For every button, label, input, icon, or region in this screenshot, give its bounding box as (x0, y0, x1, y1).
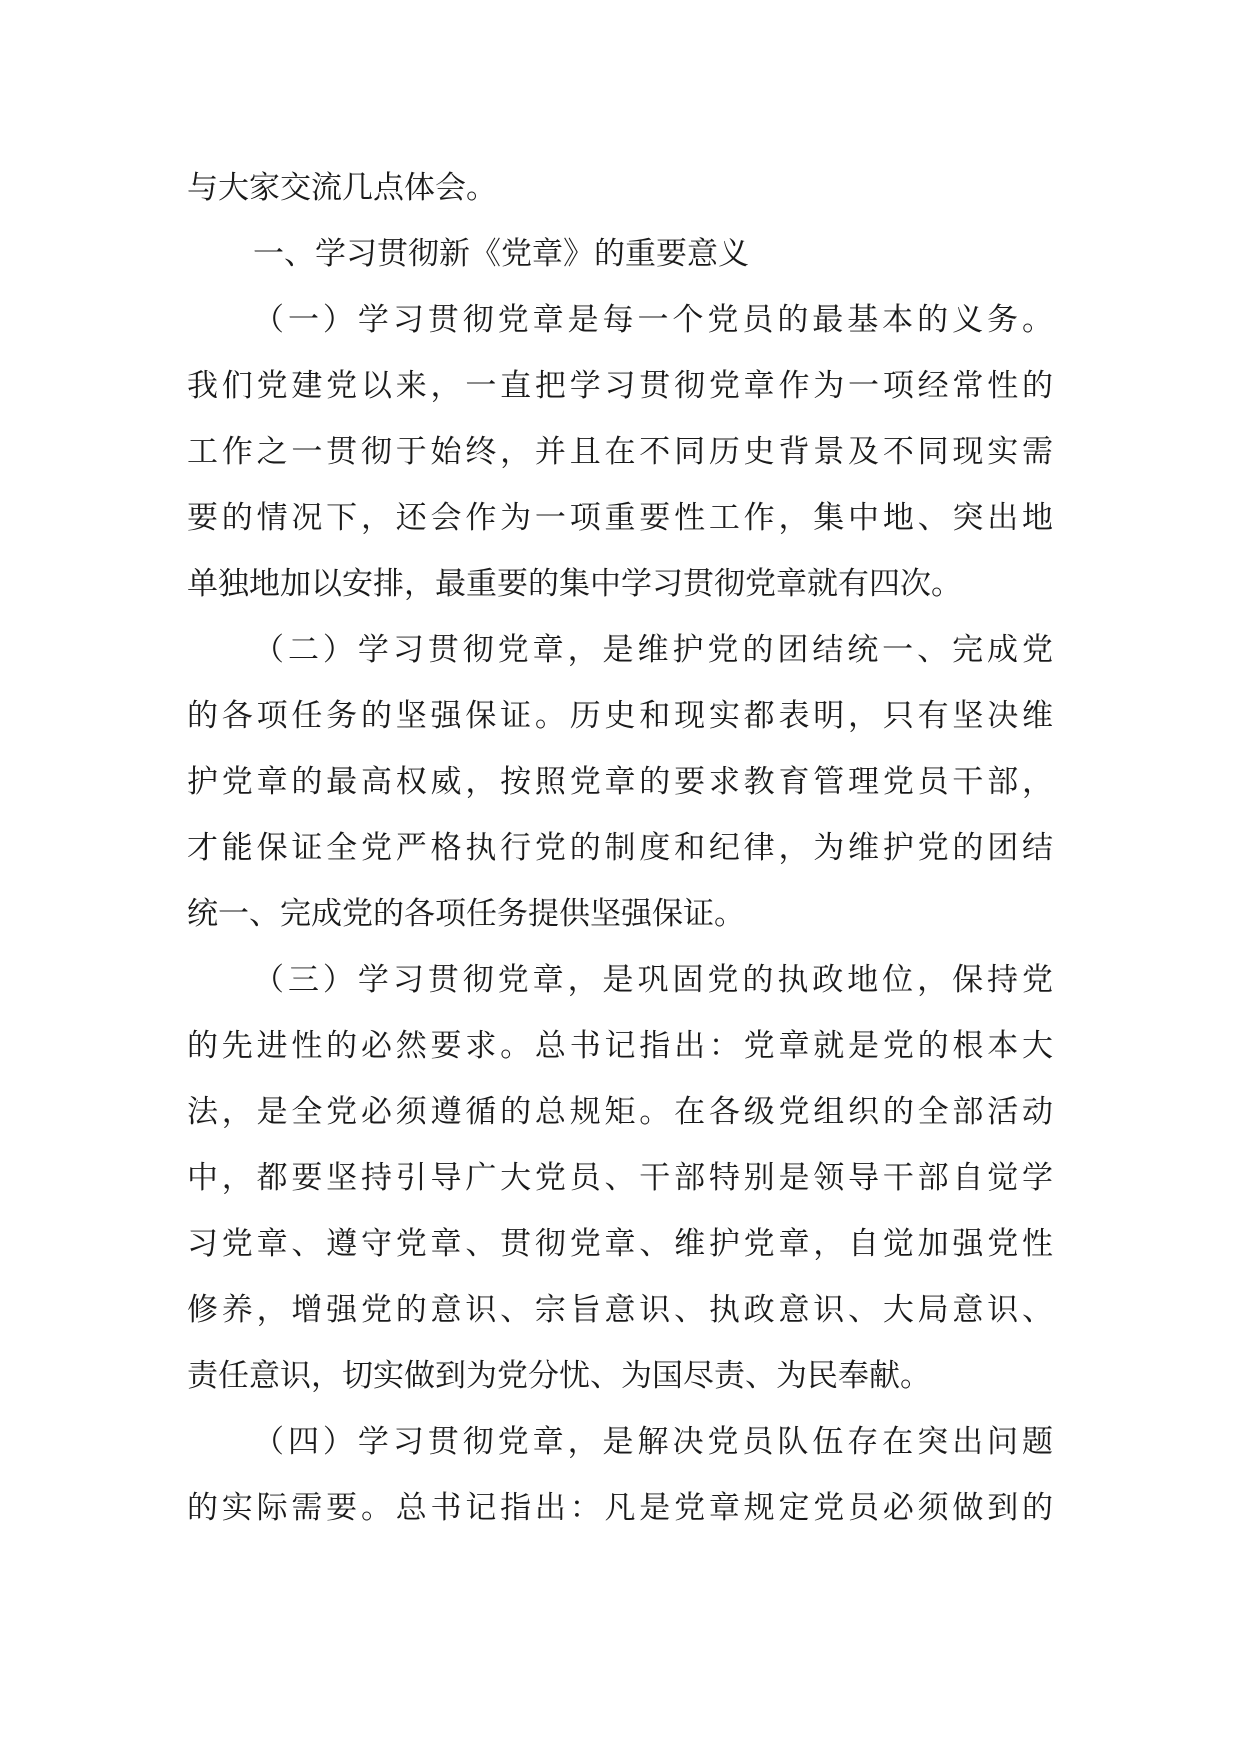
text-line: 与大家交流几点体会。 (187, 170, 497, 206)
text-line: 统一、完成党的各项任务提供坚强保证。 (187, 896, 745, 932)
subsection-line: （二）学习贯彻党章，是维护党的团结统一、完成党 (253, 632, 1053, 668)
subsection-line: （一）学习贯彻党章是每一个党员的最基本的义务。 (253, 302, 1053, 338)
text-line: 要的情况下，还会作为一项重要性工作，集中地、突出地 (187, 500, 1053, 536)
text-line: 的各项任务的坚强保证。历史和现实都表明，只有坚决维 (187, 698, 1053, 734)
section-heading: 一、学习贯彻新《党章》的重要意义 (253, 236, 749, 272)
text-line: 习党章、遵守党章、贯彻党章、维护党章，自觉加强党性 (187, 1226, 1053, 1262)
subsection-line: （四）学习贯彻党章，是解决党员队伍存在突出问题 (253, 1424, 1053, 1460)
text-line: 单独地加以安排，最重要的集中学习贯彻党章就有四次。 (187, 566, 962, 602)
text-line: 中，都要坚持引导广大党员、干部特别是领导干部自觉学 (187, 1160, 1053, 1196)
subsection-line: （三）学习贯彻党章，是巩固党的执政地位，保持党 (253, 962, 1053, 998)
text-line: 的先进性的必然要求。总书记指出：党章就是党的根本大 (187, 1028, 1053, 1064)
document-body (187, 155, 1053, 1541)
text-line: 护党章的最高权威，按照党章的要求教育管理党员干部， (187, 764, 1053, 800)
text-line: 的实际需要。总书记指出：凡是党章规定党员必须做到的 (187, 1490, 1053, 1526)
text-line: 法，是全党必须遵循的总规矩。在各级党组织的全部活动 (187, 1094, 1053, 1130)
text-line: 责任意识，切实做到为党分忧、为国尽责、为民奉献。 (187, 1358, 931, 1394)
text-line: 修养，增强党的意识、宗旨意识、执政意识、大局意识、 (187, 1292, 1053, 1328)
text-line: 我们党建党以来，一直把学习贯彻党章作为一项经常性的 (187, 368, 1053, 404)
text-line: 工作之一贯彻于始终，并且在不同历史背景及不同现实需 (187, 434, 1053, 470)
text-line: 才能保证全党严格执行党的制度和纪律，为维护党的团结 (187, 830, 1053, 866)
